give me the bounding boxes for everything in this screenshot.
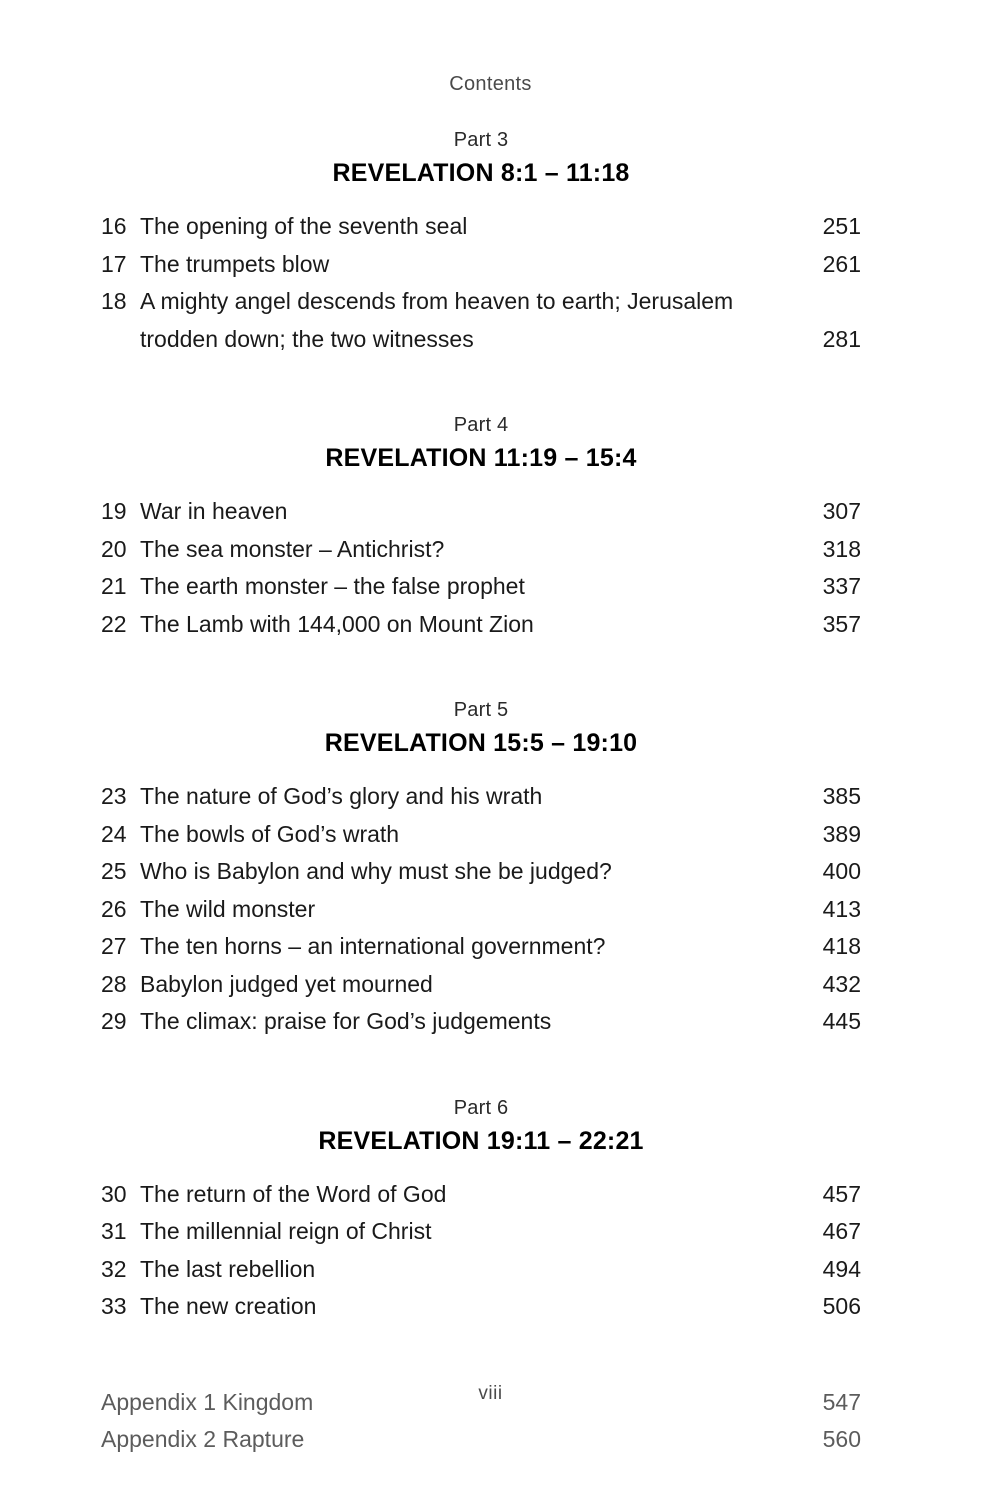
toc-entry-title (140, 966, 799, 1004)
toc-entry-number: 28 (101, 970, 127, 997)
appendix-page-number: 560 (822, 1426, 861, 1452)
toc-entry[interactable] (101, 208, 861, 246)
toc-entry-title-line: The bowls of God’s wrath (140, 820, 400, 847)
toc-entry-page-number: 307 (822, 498, 861, 524)
toc-entry-page-number: 418 (822, 933, 861, 959)
toc-entry[interactable] (101, 1003, 861, 1041)
toc-entry-page-number: 457 (822, 1180, 861, 1207)
toc-entry-title-line: War in heaven (140, 498, 288, 524)
toc-entry-page-number: 494 (822, 1255, 861, 1282)
toc-entry[interactable] (101, 568, 861, 606)
toc-entry-title (140, 778, 799, 816)
toc-entry-title-line: Who is Babylon and why must she be judged? (140, 858, 612, 884)
toc-entry-page-number: 318 (822, 535, 861, 562)
toc-entry-title-line: The return of the Word of God (140, 1180, 447, 1207)
toc-entry-title (140, 208, 799, 246)
toc-entry-number: 33 (101, 1293, 127, 1319)
toc-entry-title-line: The trumpets blow (140, 250, 330, 277)
toc-entry-title (140, 928, 799, 966)
part-spacer (101, 1041, 861, 1098)
toc-entry-title (140, 1251, 799, 1289)
toc-entry-number: 22 (101, 610, 127, 637)
toc-entry-title (140, 568, 799, 606)
appendix-label: Appendix 2 Rapture (101, 1426, 305, 1452)
toc-entry[interactable] (101, 1213, 861, 1251)
toc-entry-title (140, 816, 799, 854)
toc-entry-page-number: 467 (822, 1218, 861, 1244)
part-title: REVELATION 19:11 – 22:21 (318, 1126, 644, 1155)
part-title: REVELATION 11:19 – 15:4 (325, 444, 637, 472)
toc-entry-title (140, 493, 799, 531)
toc-entry-page-number: 261 (822, 250, 861, 277)
toc-entry-number: 26 (101, 895, 127, 922)
toc-entry-title-line: The millennial reign of Christ (140, 1218, 432, 1244)
toc-entry[interactable] (101, 493, 861, 531)
toc-entry-title-continuation: trodden down; the two witnesses (140, 325, 474, 352)
toc-entry[interactable] (101, 778, 861, 816)
toc-entry-title (140, 1213, 799, 1251)
toc-entry-page-number: 281 (822, 325, 861, 352)
toc-entry-title-line: The sea monster – Antichrist? (140, 535, 445, 562)
part-spacer (101, 643, 861, 700)
toc-entry-title-line: The new creation (140, 1293, 317, 1319)
part-title: REVELATION 15:5 – 19:10 (324, 729, 638, 757)
toc-entry-title-line: The nature of God’s glory and his wrath (140, 783, 543, 809)
toc-entry-title (140, 246, 799, 284)
toc-entry-page-number: 389 (822, 820, 861, 847)
toc-entry-page-number: 400 (822, 858, 861, 884)
toc-entry[interactable] (101, 1288, 861, 1326)
part-spacer (101, 358, 861, 415)
toc-entry[interactable] (101, 606, 861, 644)
part-label: Part 5 (453, 699, 509, 721)
toc-entry-title (140, 1288, 799, 1326)
toc-entry-title (140, 283, 799, 358)
toc-entry[interactable] (101, 283, 861, 358)
toc-entry-title-line: The last rebellion (140, 1255, 316, 1282)
part-heading (101, 130, 861, 186)
part-label: Part 4 (453, 414, 509, 436)
toc-entry-title-line: A mighty angel descends from heaven to earth; Jerusalem (140, 288, 734, 314)
toc-entry-page-number: 413 (822, 895, 861, 922)
part-entry-list (101, 493, 861, 643)
toc-entry-title-line: The ten horns – an international government? (140, 933, 606, 959)
toc-entry[interactable] (101, 1251, 861, 1289)
toc-entry[interactable] (101, 531, 861, 569)
toc-entry-number: 25 (101, 858, 127, 884)
toc-entry-number: 30 (101, 1180, 127, 1207)
toc-entry-number: 21 (101, 573, 127, 599)
toc-entry-title (140, 1176, 799, 1214)
toc-entry-number: 16 (101, 213, 127, 239)
part-title: REVELATION 8:1 – 11:18 (332, 159, 630, 187)
toc-entry-number: 19 (101, 498, 127, 524)
toc-entry[interactable] (101, 853, 861, 891)
part-heading (101, 415, 861, 471)
toc-entry-title-line: The wild monster (140, 895, 316, 922)
appendix-label: Appendix 1 Kingdom (101, 1388, 314, 1415)
toc-entry-number: 24 (101, 820, 127, 847)
toc-entry-title (140, 853, 799, 891)
appendix-entry[interactable] (101, 1421, 861, 1459)
toc-entry-page-number: 385 (822, 783, 861, 809)
part-label: Part 6 (453, 1096, 509, 1119)
toc-entry-number: 23 (101, 783, 127, 809)
page-folio: viii (478, 1383, 503, 1404)
toc-entry-title-line: The Lamb with 144,000 on Mount Zion (140, 610, 534, 637)
part-entry-list (101, 778, 861, 1041)
toc-entry-title-line: The earth monster – the false prophet (140, 573, 525, 599)
toc-entry-page-number: 251 (822, 213, 861, 239)
appendix-page-number: 547 (822, 1388, 861, 1415)
toc-entry-title-line: Babylon judged yet mourned (140, 970, 433, 997)
toc-entry-number: 29 (101, 1008, 127, 1034)
toc-entry-title-line: The climax: praise for God’s judgements (140, 1008, 552, 1034)
running-head: Contents (449, 73, 532, 95)
toc-entry[interactable] (101, 1176, 861, 1214)
toc-entry-title (140, 1003, 799, 1041)
part-heading (101, 700, 861, 756)
toc-entry-number: 31 (101, 1218, 127, 1244)
part-entry-list (101, 208, 861, 358)
toc-entry-page-number: 432 (822, 970, 861, 997)
toc-entry-title (140, 531, 799, 569)
toc-entry-title (140, 891, 799, 929)
part-heading (101, 1098, 861, 1154)
table-of-contents (101, 130, 861, 1459)
toc-entry-page-number: 445 (822, 1008, 861, 1034)
toc-entry-number: 20 (101, 535, 127, 562)
toc-entry[interactable] (101, 891, 861, 929)
toc-entry-number: 27 (101, 933, 127, 959)
toc-entry[interactable] (101, 246, 861, 284)
toc-entry-number: 32 (101, 1255, 127, 1282)
toc-entry-page-number: 506 (822, 1293, 861, 1319)
toc-entry-title-line: The opening of the seventh seal (140, 213, 468, 239)
toc-entry[interactable] (101, 928, 861, 966)
toc-entry-number: 17 (101, 250, 127, 277)
toc-entry-title (140, 606, 799, 644)
part-label: Part 3 (453, 129, 509, 151)
part-entry-list (101, 1176, 861, 1326)
toc-entry-page-number: 337 (822, 573, 861, 599)
toc-entry-page-number: 357 (822, 610, 861, 637)
toc-entry[interactable] (101, 816, 861, 854)
toc-entry[interactable] (101, 966, 861, 1004)
toc-entry-number: 18 (101, 288, 127, 314)
